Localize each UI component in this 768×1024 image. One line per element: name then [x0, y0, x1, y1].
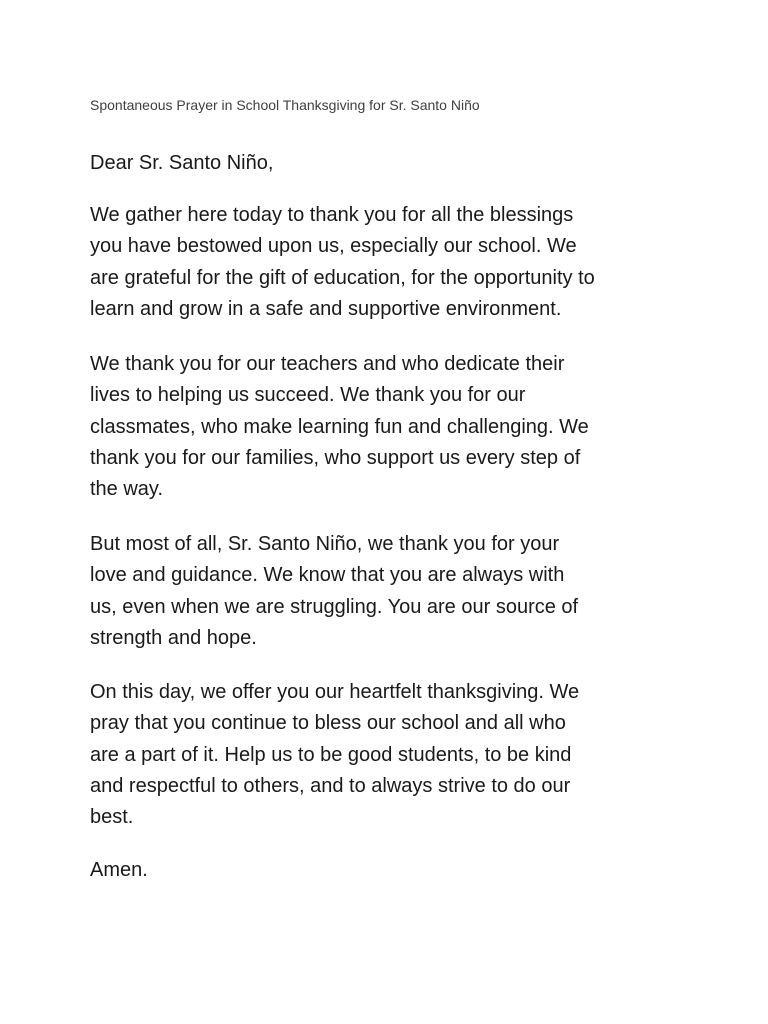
paragraph-teachers: We thank you for our teachers and who dedicate their lives to helping us succeed. We thank you for our classmates, who make learning fun and challenging. We thank you for our families, who support us every step of the way. — [90, 353, 589, 501]
paragraph-blessings: We gather here today to thank you for all the blessings you have bestowed upon us, especially our school. We are grateful for the gift of education, for the opportunity to learn and grow in a safe and supportive environment. — [90, 204, 595, 320]
document-title: Spontaneous Prayer in School Thanksgiving for Sr. Santo Niño — [90, 97, 480, 113]
paragraph-thanksgiving: On this day, we offer you our heartfelt thanksgiving. We pray that you continue to bless our school and all who are a part of it. Help us to be good students, to be kind and respectful to others, and to always strive to do our best. — [90, 681, 580, 829]
paragraph-love-guidance: But most of all, Sr. Santo Niño, we thank you for your love and guidance. We know that you are always with us, even when we are struggling. You are our source of strength and hope. — [90, 533, 579, 649]
salutation: Dear Sr. Santo Niño, — [90, 152, 274, 174]
closing: Amen. — [90, 859, 148, 881]
